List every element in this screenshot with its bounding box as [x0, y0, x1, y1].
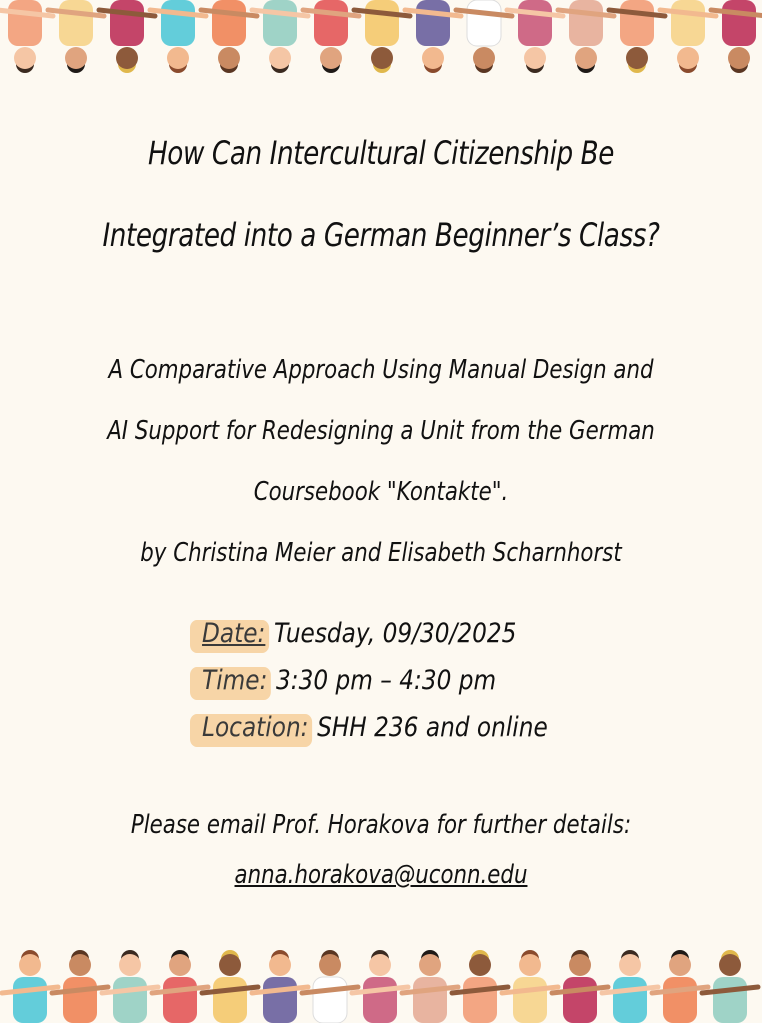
time-value: 3:30 pm – 4:30 pm — [276, 665, 497, 696]
location-value: SHH 236 and online — [317, 712, 548, 743]
crowd-person — [150, 0, 206, 73]
title-line-1: How Can Intercultural Citizenship Be — [147, 134, 615, 172]
subtitle-line-1: A Comparative Approach Using Manual Design and — [108, 355, 654, 385]
crowd-person — [456, 0, 512, 73]
contact-prompt: Please email Prof. Horakova for further details: — [130, 810, 632, 840]
crowd-person — [2, 950, 58, 1023]
subtitle-line-2: AI Support for Redesigning a Unit from the German — [107, 416, 655, 446]
date-row — [190, 610, 548, 657]
crowd-person — [201, 0, 257, 73]
top-crowd-illustration — [0, 0, 762, 100]
crowd-person — [711, 0, 762, 73]
crowd-person — [405, 0, 461, 73]
crowd-person — [558, 0, 614, 73]
subtitle-line-3: Coursebook "Kontakte". — [253, 477, 509, 507]
email-link[interactable]: anna.horakova@uconn.edu — [234, 860, 528, 890]
date-label: Date: — [190, 610, 271, 657]
bottom-crowd-illustration — [0, 918, 762, 1023]
crowd-person — [507, 0, 563, 73]
event-details — [190, 610, 606, 751]
crowd-person — [303, 0, 359, 73]
crowd-person — [99, 0, 155, 73]
location-label: Location: — [190, 704, 314, 751]
crowd-person — [609, 0, 665, 73]
date-value: Tuesday, 09/30/2025 — [273, 618, 517, 649]
crowd-person — [48, 0, 104, 73]
crowd-person — [0, 0, 53, 73]
crowd-person — [660, 0, 716, 73]
time-label: Time: — [190, 657, 273, 704]
flyer-subtitle — [0, 340, 762, 584]
contact-section — [0, 800, 762, 900]
flyer-title — [0, 112, 762, 276]
location-row — [190, 704, 548, 751]
time-row — [190, 657, 548, 704]
title-line-2: Integrated into a German Beginner’s Class? — [102, 216, 660, 254]
crowd-person — [354, 0, 410, 73]
crowd-person — [252, 0, 308, 73]
authors-line: by Christina Meier and Elisabeth Scharnhorst — [140, 538, 622, 568]
